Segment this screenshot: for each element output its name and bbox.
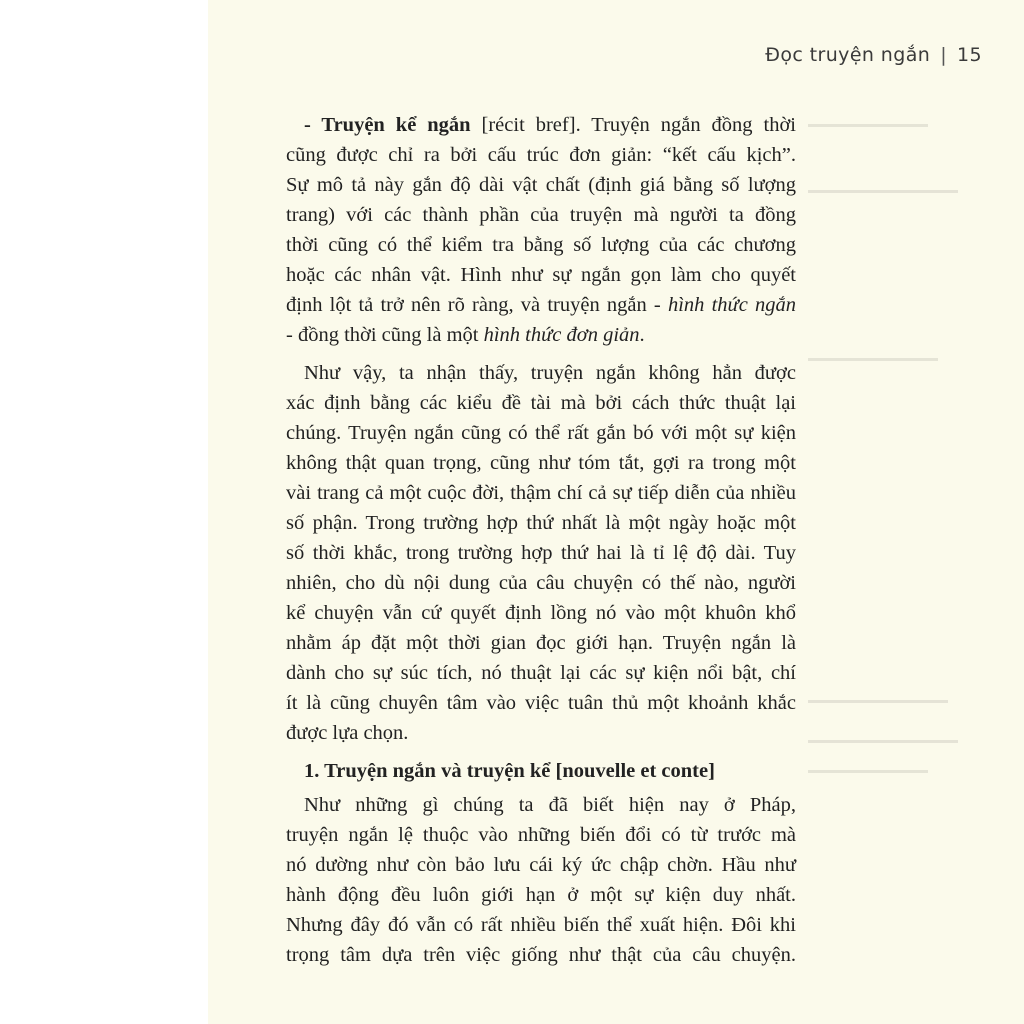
chapter-title: Đọc truyện ngắn: [765, 44, 931, 66]
text-line: xác định bằng các kiểu đề tài mà bởi cách thức thuật lại: [286, 392, 796, 414]
text-line: nhằm áp đặt một thời gian đọc giới hạn. Truyện ngắn là: [286, 632, 796, 654]
italic-term: hình thức ngắn: [667, 294, 797, 316]
text-line: chúng. Truyện ngắn cũng có thể rất gắn bó với một sự kiện: [286, 422, 796, 444]
text-line: vài trang cả một cuộc đời, thậm chí cả sự tiếp diễn của nhiều: [286, 482, 796, 504]
paragraph-1: [286, 110, 796, 350]
text-line: Sự mô tả này gắn độ dài vật chất (định giá bằng số lượng: [286, 174, 796, 196]
text-line: hành động đều luôn giới hạn ở một sự kiện duy nhất.: [286, 884, 796, 906]
text-line: nó dường như còn bảo lưu cái ký ức chập chờn. Hầu như: [286, 854, 796, 876]
text-line: Như những gì chúng ta đã biết hiện nay ở Pháp,: [304, 794, 796, 816]
running-header: [765, 44, 982, 66]
text-line: định lột tả trở nên rõ ràng, và truyện ngắn - hình thức ngắn: [286, 294, 797, 316]
text-line: thời cũng có thể kiểm tra bằng số lượng của các chương: [286, 234, 796, 256]
paragraph-2: [286, 358, 796, 748]
text-line: được lựa chọn.: [286, 722, 409, 744]
text-line: số phận. Trong trường hợp thứ nhất là một ngày hoặc một: [286, 512, 796, 534]
page-number: 15: [957, 44, 982, 66]
italic-term: hình thức đơn giản: [483, 324, 640, 346]
book-page: [208, 0, 1024, 1024]
header-separator: |: [940, 44, 948, 66]
text-line: Nhưng đây đó vẫn có rất nhiều biến thể xuất hiện. Đôi khi: [286, 914, 796, 936]
text-line: hoặc các nhân vật. Hình như sự ngắn gọn làm cho quyết: [286, 264, 796, 286]
text-line: truyện ngắn lệ thuộc vào những biến đổi có từ trước mà: [286, 824, 796, 846]
text-line: cũng được chỉ ra bởi cấu trúc đơn giản: “kết cấu kịch”.: [286, 144, 796, 166]
text-line: không thật quan trọng, cũng như tóm tắt, gợi ra trong một: [286, 452, 796, 474]
text-line: ít là cũng chuyên tâm vào việc tuân thủ một khoảnh khắc: [286, 692, 796, 714]
text-line: dành cho sự súc tích, nó thuật lại các sự kiện nổi bật, chí: [286, 662, 796, 684]
text-line: - đồng thời cũng là một hình thức đơn giản.: [286, 324, 645, 346]
text-line: - Truyện kể ngắn [récit bref]. Truyện ngắn đồng thời: [304, 114, 796, 136]
text-line: Như vậy, ta nhận thấy, truyện ngắn không hẳn được: [304, 362, 796, 384]
text-line: nhiên, cho dù nội dung của câu chuyện có thế nào, người: [286, 572, 796, 594]
text-line: trang) với các thành phần của truyện mà người ta đồng: [286, 204, 796, 226]
text-line: số thời khắc, trong trường hợp thứ hai là tỉ lệ độ dài. Tuy: [286, 542, 796, 564]
body-text: [286, 110, 796, 970]
text-line: trọng tâm dựa trên việc giống như thật của câu chuyện.: [286, 944, 796, 966]
paragraph-3: [286, 790, 796, 970]
section-heading: 1. Truyện ngắn và truyện kể [nouvelle et conte]: [304, 760, 715, 782]
bold-term: - Truyện kể ngắn: [304, 114, 471, 136]
text-line: kể chuyện vẫn cứ quyết định lồng nó vào một khuôn khổ: [286, 602, 796, 624]
